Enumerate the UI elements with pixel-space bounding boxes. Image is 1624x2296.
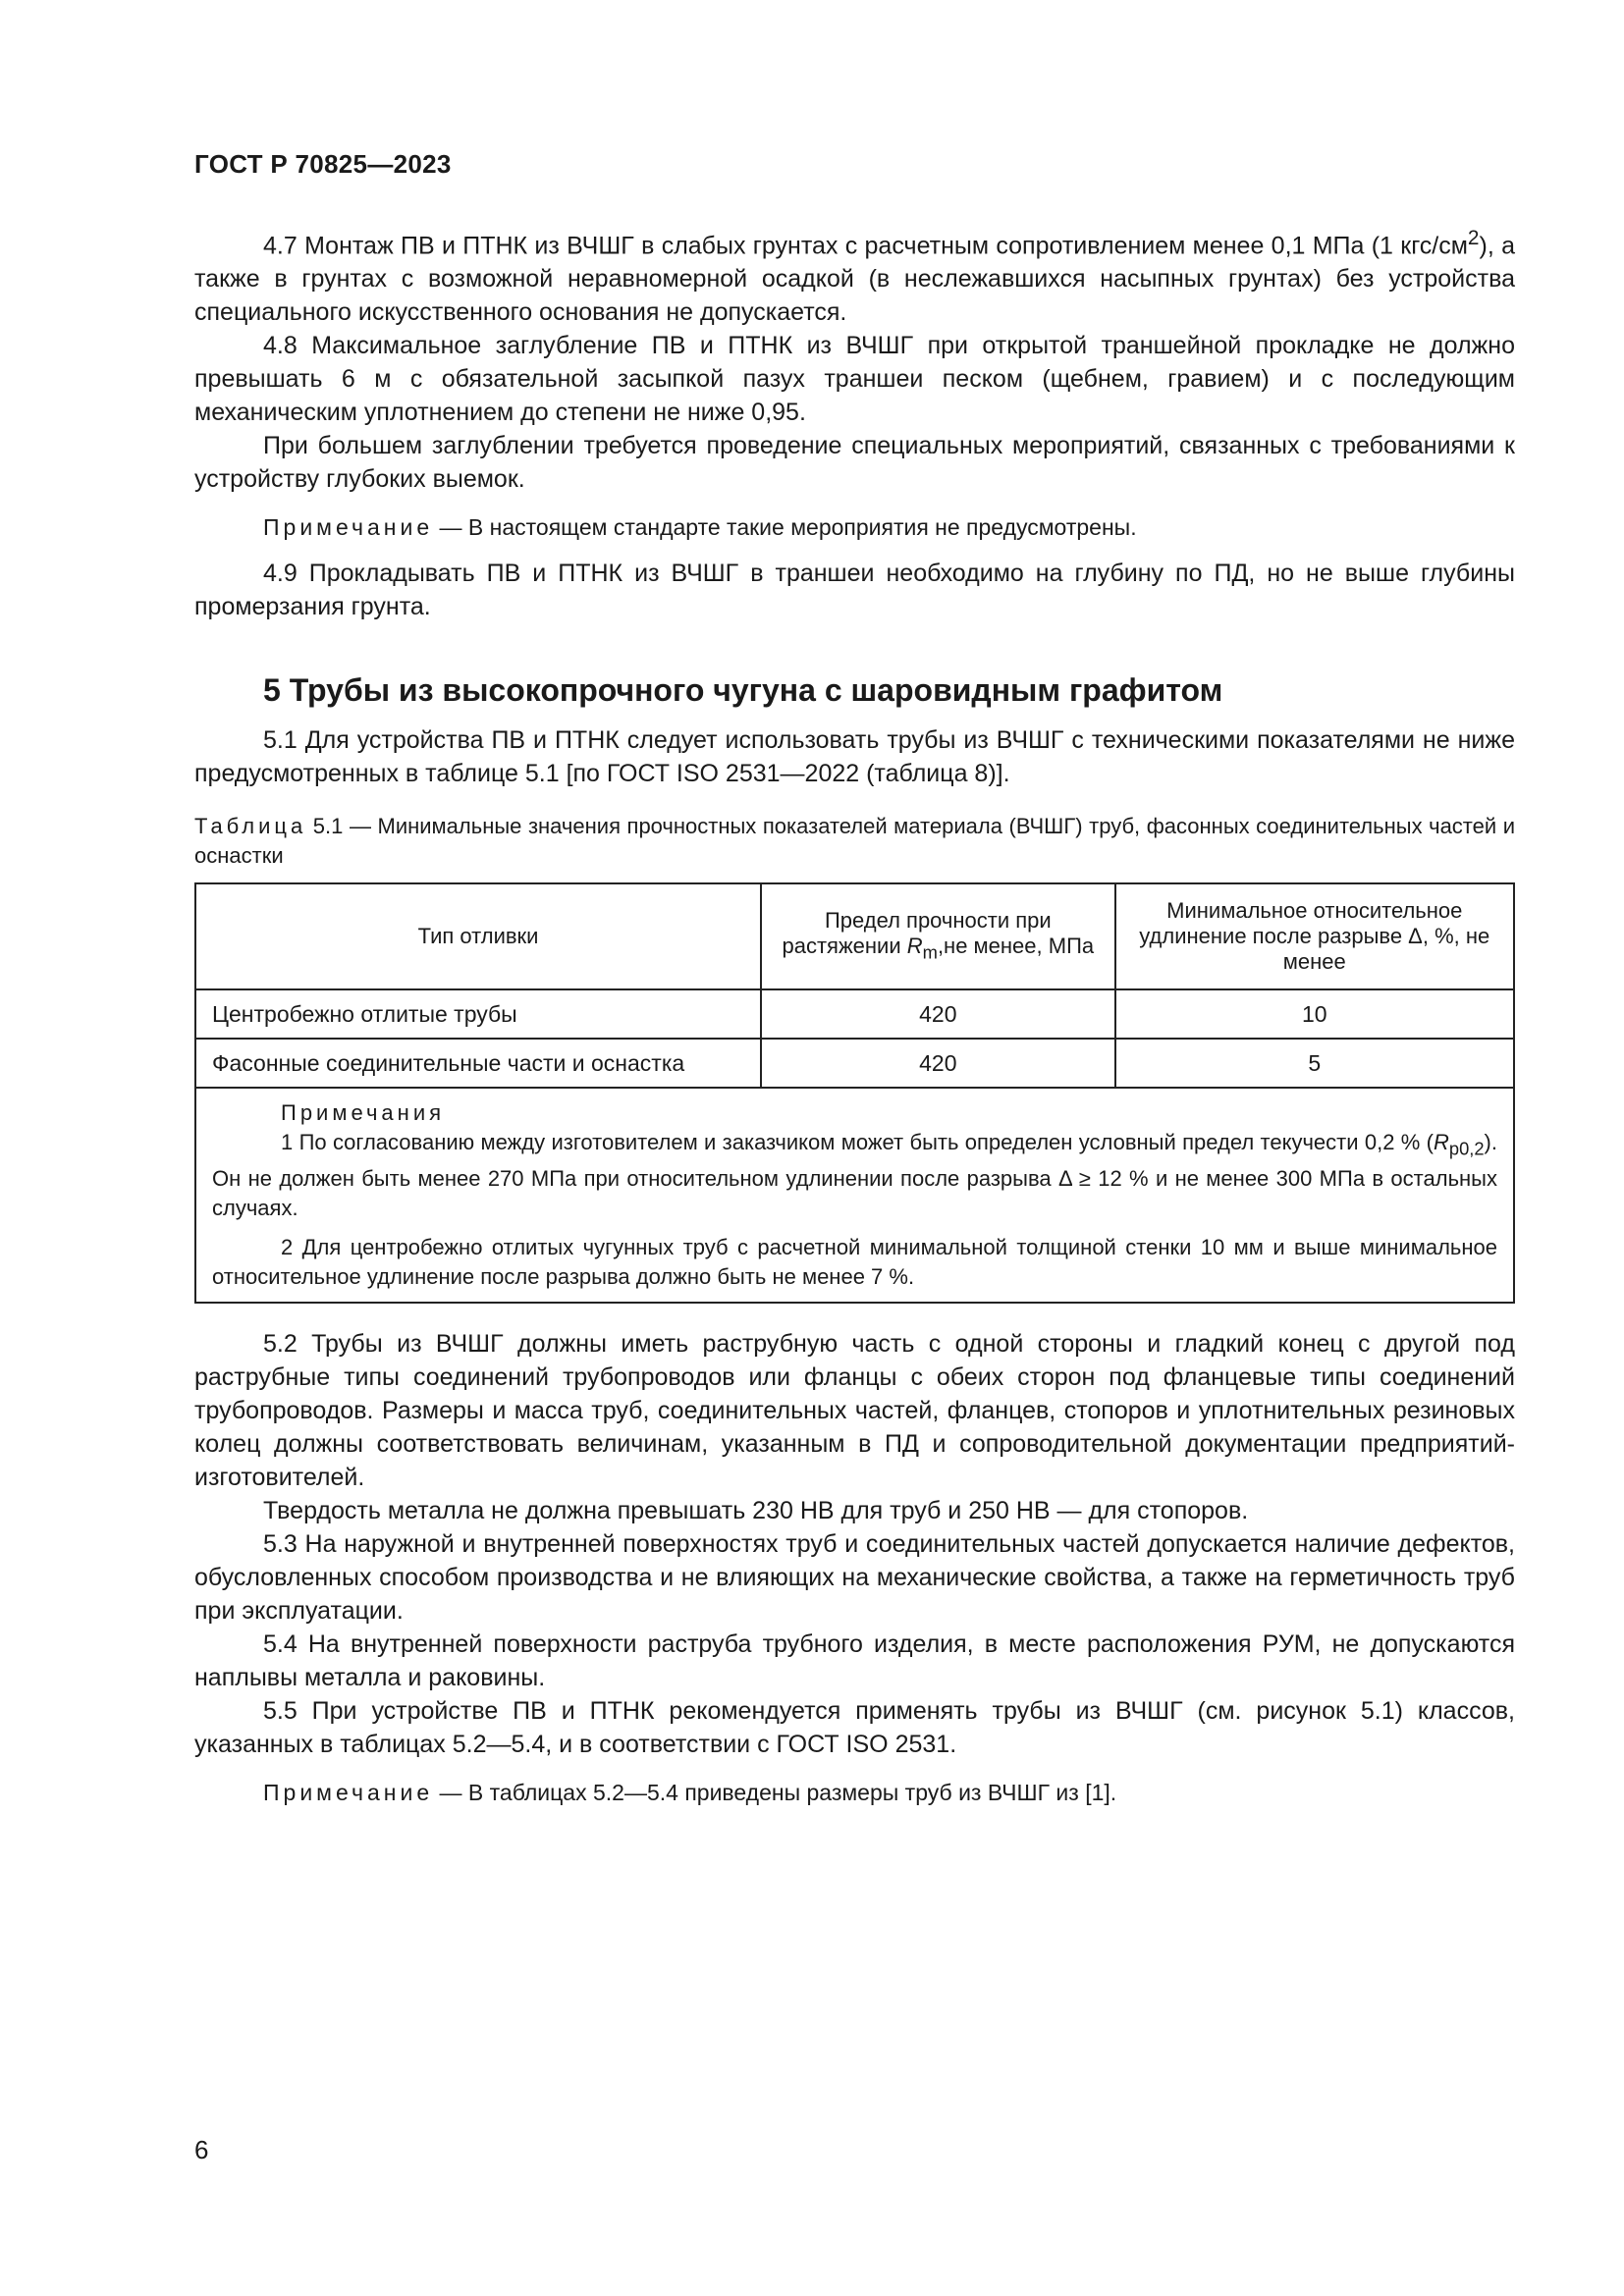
- paragraph-5-2-hardness: Твердость металла не должна превышать 230 НВ для труб и 250 НВ — для стопоров.: [263, 1496, 1249, 1524]
- table-caption-text: 5.1 — Минимальные значения прочностных показателей материала (ВЧШГ) труб, фасонных соединительных частей и оснастки: [194, 814, 1515, 869]
- cell-elongation: 5: [1115, 1039, 1514, 1088]
- header-strength-symbol: R: [906, 934, 923, 959]
- page-body: [194, 222, 1515, 1808]
- table-caption-label: Таблица: [194, 814, 307, 839]
- document-code-header: ГОСТ Р 70825—2023: [194, 149, 452, 179]
- paragraph-4-7-part1: 4.7 Монтаж ПВ и ПТНК из ВЧШГ в слабых грунтах с расчетным сопротивлением менее 0,1 МПа (1 кгс/см: [263, 232, 1468, 260]
- note-label: Примечание: [263, 514, 434, 541]
- table-note-1-symbol: R: [1433, 1130, 1449, 1155]
- paragraph-5-1: 5.1 Для устройства ПВ и ПТНК следует использовать трубы из ВЧШГ с техническими показателями не ниже предусмотренных в таблице 5.1 [по ГОСТ ISO 2531—2022 (таблица 8)].: [194, 726, 1515, 788]
- table-5-1: [194, 882, 1515, 1303]
- note-text: — В настоящем стандарте такие мероприятия не предусмотрены.: [433, 514, 1137, 541]
- paragraph-4-8: 4.8 Максимальное заглубление ПВ и ПТНК из ВЧШГ при открытой траншейной прокладке не должно превышать 6 м с обязательной засыпкой пазух траншеи песком (щебнем, гравием) и с последующим механическим уплотнением до степени не ниже 0,95.: [194, 332, 1515, 427]
- paragraph-5-4: 5.4 На внутренней поверхности раструба трубного изделия, в месте расположения РУМ, не допускаются наплывы металла и раковины.: [194, 1629, 1515, 1691]
- table-note-1-part2: ). Он не должен быть менее 270 МПа при относительном удлинении после разрыва Δ ≥ 12 % и не менее 300 МПа в остальных случаях.: [212, 1130, 1497, 1220]
- section-5-title: 5 Трубы из высокопрочного чугуна с шаровидным графитом: [263, 672, 1223, 709]
- paragraph-5-2: 5.2 Трубы из ВЧШГ должны иметь раструбную часть с одной стороны и гладкий конец с другой под раструбные типы соединений трубопроводов или фланцы с обеих сторон под фланцевые типы соединений трубопроводов. Размеры и масса труб, соединительных частей, фланцев, стопоров и уплотнительных резиновых колец должны соответствовать величинам, указанным в ПД и сопроводительной документации предприятий-изготовителей.: [194, 1329, 1515, 1491]
- note-label: Примечание: [263, 1779, 434, 1805]
- note-text: — В таблицах 5.2—5.4 приведены размеры труб из ВЧШГ из [1].: [433, 1779, 1117, 1805]
- table-row: [195, 1039, 1514, 1088]
- paragraph-4-9: 4.9 Прокладывать ПВ и ПТНК из ВЧШГ в траншеи необходимо на глубину по ПД, но не выше глубины промерзания грунта.: [194, 560, 1515, 621]
- table-note-2: 2 Для центробежно отлитых чугунных труб с расчетной минимальной толщиной стенки 10 мм и выше минимальное относительное удлинение после разрыва должно быть не менее 7 %.: [212, 1234, 1497, 1289]
- cell-strength: 420: [761, 989, 1114, 1039]
- cell-strength: 420: [761, 1039, 1114, 1088]
- paragraph-5-3: 5.3 На наружной и внутренней поверхностях труб и соединительных частей допускается наличие дефектов, обусловленных способом производства и не влияющих на механические свойства, а также на герметичность труб при эксплуатации.: [194, 1529, 1515, 1625]
- header-strength-subscript: m: [922, 941, 938, 963]
- header-tensile-strength: [761, 883, 1114, 989]
- table-note-1-subscript: p0,2: [1448, 1138, 1485, 1159]
- table-row: [195, 989, 1514, 1039]
- superscript-2: 2: [1467, 227, 1480, 249]
- header-strength-text: Предел прочности при растяжении: [782, 908, 1052, 959]
- header-elongation: Минимальное относительное удлинение после разрыве Δ, %, не менее: [1115, 883, 1514, 989]
- note-5-5: [194, 1777, 1515, 1808]
- page-number: 6: [194, 2135, 209, 2164]
- paragraph-5-5: 5.5 При устройстве ПВ и ПТНК рекомендуется применять трубы из ВЧШГ (см. рисунок 5.1) классов, указанных в таблицах 5.2—5.4, и в соответствии с ГОСТ ISO 2531.: [194, 1696, 1515, 1758]
- table-notes-row: [195, 1088, 1514, 1302]
- table-5-1-caption: [194, 812, 1515, 871]
- paragraph-4-8-continuation: При большем заглублении требуется проведение специальных мероприятий, связанных с требованиями к устройству глубоких выемок.: [194, 432, 1515, 494]
- table-note-1: [212, 1128, 1497, 1222]
- table-notes-cell: [195, 1088, 1514, 1302]
- cell-elongation: 10: [1115, 989, 1514, 1039]
- note-4-8: [194, 511, 1515, 543]
- paragraph-4-7: [194, 222, 1515, 329]
- table-note-1-part1: 1 По согласованию между изготовителем и заказчиком может быть определен условный предел текучести 0,2 % (: [281, 1130, 1434, 1155]
- cell-type: Фасонные соединительные части и оснастка: [195, 1039, 761, 1088]
- header-strength-unit: ,не менее, МПа: [937, 934, 1095, 959]
- paragraph-4-7-part2: ), а также в грунтах с возможной неравномерной осадкой (в неслежавшихся насыпных грунтах) без устройства специального искусственного основания не допускается.: [194, 232, 1516, 327]
- header-casting-type: Тип отливки: [195, 883, 761, 989]
- cell-type: Центробежно отлитые трубы: [195, 989, 761, 1039]
- table-notes-title: Примечания: [281, 1100, 446, 1126]
- table-header-row: [195, 883, 1514, 989]
